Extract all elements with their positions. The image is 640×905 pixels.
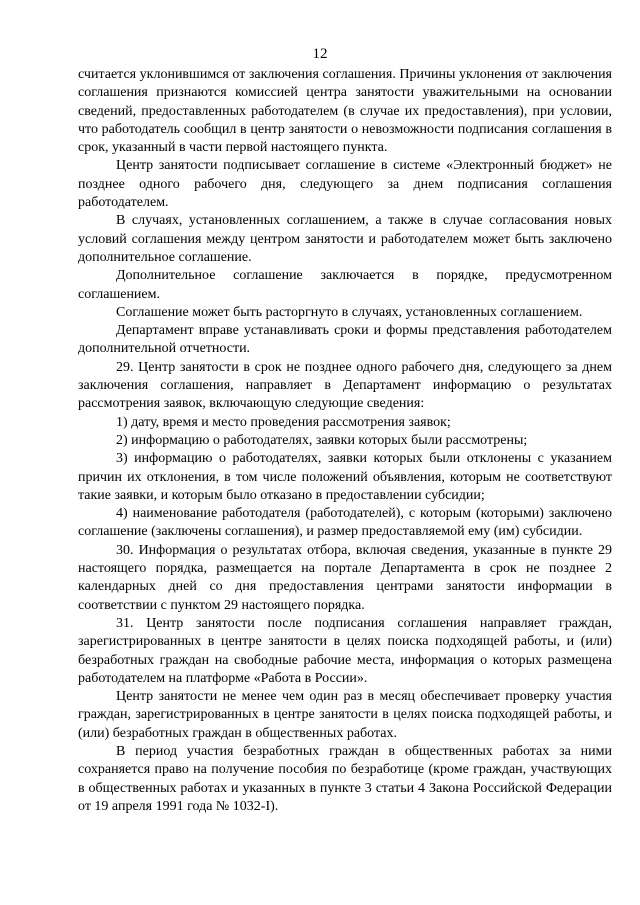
paragraph-item-31: 31. Центр занятости после подписания соглашения направляет граждан, зарегистрированных в центре занятости в целях поиска подходящей работы, и (или) безработных граждан на свободные рабочие места, информация о которых размещена работодателем на платформе «Работа в России». [78, 615, 612, 686]
paragraph: В случаях, установленных соглашением, а также в случае согласования новых условий соглашения между центром занятости и работодателем может быть заключено дополнительное соглашение. [78, 213, 612, 265]
paragraph: В период участия безработных граждан в общественных работах за ними сохраняется право на получение пособия по безработице (кроме граждан, участвующих в общественных работах и указанных в пункте 3 статьи 4 Закона Российской Федерации от 19 апреля 1991 года № 1032-I). [78, 743, 612, 814]
list-item: 2) информацию о работодателях, заявки которых были рассмотрены; [116, 432, 528, 448]
list-item: 4) наименование работодателя (работодателей), с которым (которыми) заключено соглашение (заключены соглашения), и размер предоставляемой ему (им) субсидии. [78, 506, 612, 540]
paragraph: Департамент вправе устанавливать сроки и формы представления работодателем дополнительной отчетности. [78, 323, 612, 357]
paragraph-continuation: считается уклонившимся от заключения соглашения. Причины уклонения от заключения соглашения признаются комиссией центра занятости уважительными на основании сведений, предоставленных работодателем (в случае их предоставления), при условии, что работодатель сообщил в центр занятости о невозможности подписания соглашения в срок, указанный в части первой настоящего пункта. [78, 67, 612, 156]
document-body [78, 66, 612, 816]
paragraph-item-30: 30. Информация о результатах отбора, включая сведения, указанные в пункте 29 настоящего порядка, размещается на портале Департамента в срок не позднее 2 календарных дней со дня предоставления центрами занятости информации в соответствии с пунктом 29 настоящего порядка. [78, 542, 612, 613]
paragraph: Центр занятости не менее чем один раз в месяц обеспечивает проверку участия граждан, зарегистрированных в центре занятости в целях поиска подходящей работы, и (или) безработных граждан в общественных работах. [78, 689, 612, 741]
paragraph-item-29: 29. Центр занятости в срок не позднее одного рабочего дня, следующего за днем заключения соглашения, направляет в Департамент информацию о результатах рассмотрения заявок, включающую следующие сведения: [78, 359, 612, 412]
page-number: 12 [312, 46, 328, 62]
list-item: 3) информацию о работодателях, заявки которых были отклонены с указанием причин их отклонения, в том числе положений объявления, которым не соответствуют такие заявки, и которым было отказано в предоставлении субсидии; [78, 451, 612, 503]
paragraph: Соглашение может быть расторгнуто в случаях, установленных соглашением. [116, 304, 583, 320]
paragraph: Центр занятости подписывает соглашение в системе «Электронный бюджет» не позднее одного рабочего дня, следующего за днем подписания соглашения работодателем. [78, 158, 612, 211]
list-item: 1) дату, время и место проведения рассмотрения заявок; [116, 414, 451, 430]
paragraph: Дополнительное соглашение заключается в порядке, предусмотренном соглашением. [78, 268, 612, 302]
